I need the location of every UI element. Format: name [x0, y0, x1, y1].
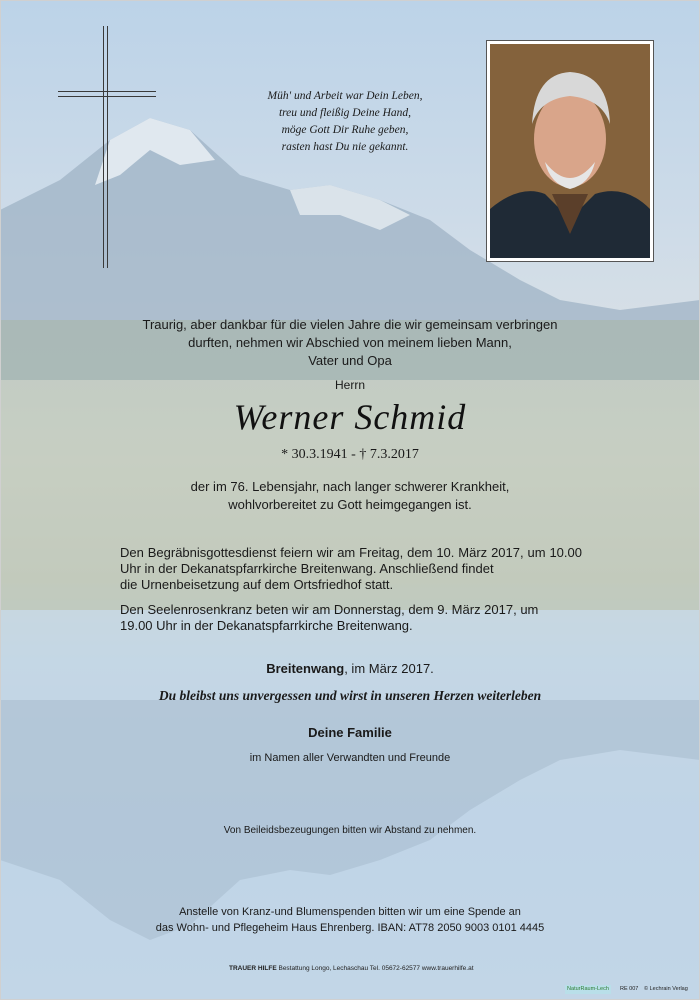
- donation-line: Anstelle von Kranz-und Blumenspenden bitten wir um eine Spende an: [179, 906, 521, 918]
- poem-line: Müh' und Arbeit war Dein Leben,: [267, 90, 423, 102]
- date-line: , im März 2017.: [344, 661, 434, 676]
- family-signature: Deine Familie: [308, 725, 392, 740]
- intro-line: Vater und Opa: [308, 353, 392, 368]
- footer-text: Bestattung Longo, Lechaschau Tel. 05672-62577 www.trauerhilfe.at: [276, 965, 474, 972]
- deceased-name: Werner Schmid: [233, 397, 467, 437]
- poem-line: möge Gott Dir Ruhe geben,: [281, 124, 409, 136]
- family-subline: im Namen aller Verwandten und Freunde: [249, 752, 451, 764]
- cross-icon: [58, 26, 156, 268]
- intro-line: Traurig, aber dankbar für die vielen Jahre die wir gemeinsam verbringen: [142, 317, 558, 332]
- intro-line: durften, nehmen wir Abschied von meinem lieben Mann,: [188, 335, 512, 350]
- footer-code: RE 007: [620, 986, 639, 992]
- motto: Du bleibst uns unvergessen und wirst in unseren Herzen weiterleben: [158, 688, 542, 703]
- portrait-image: [490, 44, 650, 258]
- naturraum-badge: NaturRaum-Lech: [565, 985, 611, 994]
- footer-undertaker: [229, 965, 474, 972]
- funeral-text-last: die Urnenbeisetzung auf dem Ortsfriedhof statt.: [120, 577, 394, 592]
- portrait-photo: [486, 40, 654, 262]
- death-info-line: wohlvorbereitet zu Gott heimgegangen ist.: [228, 497, 472, 512]
- rosary-paragraph: [120, 602, 582, 634]
- salutation: Herrn: [334, 378, 365, 392]
- rosary-text-last: 19.00 Uhr in der Dekanatspfarrkirche Breitenwang.: [120, 618, 413, 633]
- footer-brand: TRAUER HILFE: [229, 965, 277, 972]
- poem-line: treu und fleißig Deine Hand,: [278, 107, 412, 119]
- condolence-note: Von Beileidsbezeugungen bitten wir Abstand zu nehmen.: [223, 825, 477, 836]
- life-dates: * 30.3.1941 - † 7.3.2017: [281, 447, 419, 462]
- donation-line: das Wohn- und Pflegeheim Haus Ehrenberg. IBAN: AT78 2050 9003 0101 4445: [155, 922, 545, 934]
- death-info-line: der im 76. Lebensjahr, nach langer schwerer Krankheit,: [190, 479, 510, 494]
- poem: [200, 88, 490, 156]
- rosary-text: Den Seelenrosenkranz beten wir am Donnerstag, dem 9. März 2017, um: [120, 602, 539, 617]
- place: Breitenwang: [266, 661, 345, 676]
- poem-line: rasten hast Du nie gekannt.: [281, 141, 409, 153]
- funeral-text: Den Begräbnisgottesdienst feiern wir am Freitag, dem 10. März 2017, um 10.00 Uhr in der Dekanatspfarrkirche Breitenwang. Anschließend findet: [120, 545, 582, 576]
- funeral-paragraph: [120, 545, 582, 593]
- place-date: [0, 660, 700, 678]
- footer-copyright: © Lechrain Verlag: [644, 986, 688, 992]
